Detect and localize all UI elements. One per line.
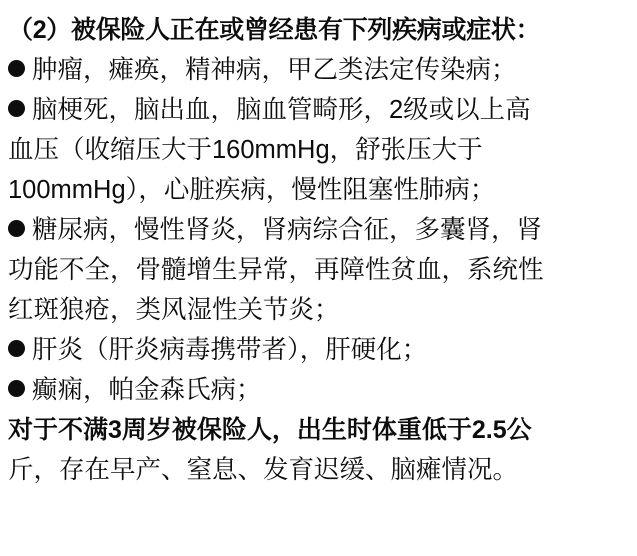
list-item-text: 糖尿病，慢性肾炎，肾病综合征，多囊肾，肾 [32,216,543,244]
list-item [8,50,629,90]
list-item-text: 脑梗死，脑出血，脑血管畸形，2级或以上高 [32,96,531,124]
list-item [8,370,629,410]
list-item-text: 癫痫，帕金森氏病； [32,376,262,404]
bullet-icon [8,340,25,357]
closing-paragraph-line-1: 对于不满3周岁被保险人，出生时体重低于2.5公 [8,416,532,444]
clause-heading: （2）被保险人正在或曾经患有下列疾病或症状： [8,16,541,44]
closing-paragraph-line-2: 斤，存在早产、窒息、发育迟缓、脑瘫情况。 [8,456,519,484]
list-item [8,210,629,250]
bullet-icon [8,60,25,77]
bullet-icon [8,380,25,397]
bullet-icon [8,220,25,237]
list-item-text: 肿瘤，瘫痪，精神病，甲乙类法定传染病； [32,56,517,84]
list-item [8,90,629,130]
list-item-continuation: 血压（收缩压大于160mmHg，舒张压大于 [8,136,483,164]
list-item-continuation: 100mmHg），心脏疾病，慢性阻塞性肺病； [8,176,496,204]
list-item-continuation: 功能不全，骨髓增生异常，再障性贫血，系统性 [8,256,544,284]
bullet-icon [8,100,25,117]
list-item [8,330,629,370]
list-item-text: 肝炎（肝炎病毒携带者），肝硬化； [32,336,428,364]
list-item-continuation: 红斑狼疮，类风湿性关节炎； [8,296,340,324]
